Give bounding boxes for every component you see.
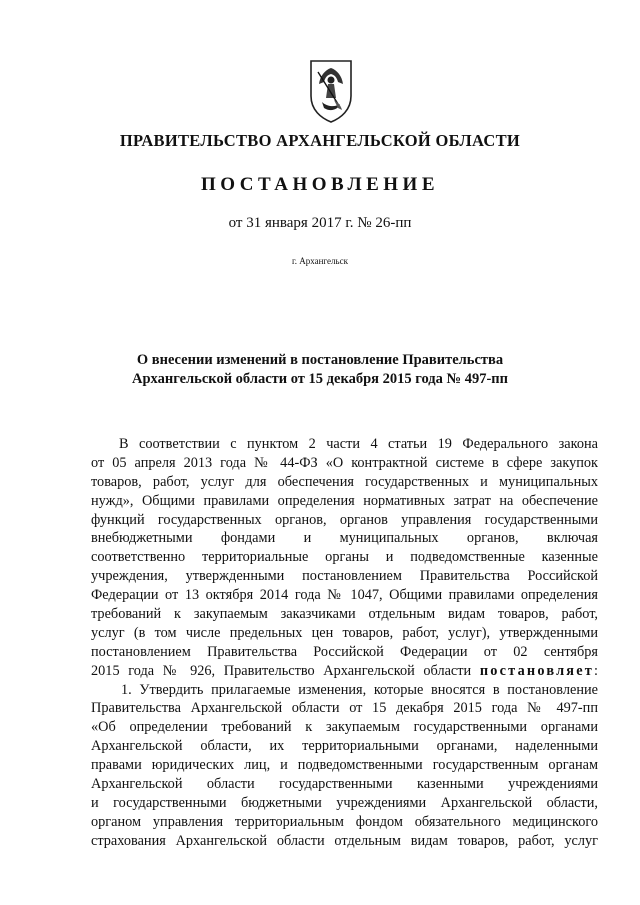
government-title: ПРАВИТЕЛЬСТВО АРХАНГЕЛЬСКОЙ ОБЛАСТИ: [119, 131, 521, 150]
item-line: правами юридических лиц, и подведомственными государственным органам: [91, 757, 598, 774]
item-line: Архангельской области, их территориальными органами, наделенными: [91, 738, 598, 755]
body-line: постановлением Правительства Российской Федерации от 02 сентября: [91, 643, 598, 660]
coat-of-arms-emblem: [308, 58, 354, 124]
body-line: товаров, работ, услуг для обеспечения государственных и муниципальных: [91, 473, 598, 490]
subject-line: О внесении изменений в постановление Правительства: [136, 352, 504, 368]
item-line: Правительства Архангельской области от 15 декабря 2015 года № 497-пп: [91, 700, 598, 717]
document-body: [91, 435, 598, 851]
body-line: учреждения, утвержденными постановлением Правительства Российской: [91, 568, 598, 585]
decree-suffix: :: [594, 662, 598, 679]
item-line: «Об определении требований к закупаемым государственными органами: [91, 719, 598, 736]
body-line: соответственно территориальные органы и подведомственные казенные: [91, 549, 598, 566]
body-line: В соответствии с пунктом 2 части 4 статьи 19 Федерального закона: [119, 436, 598, 452]
body-line: требований к закупаемым заказчиками отдельным видам товаров, работ,: [91, 606, 598, 623]
body-line: Федерации от 13 октября 2014 года № 1047, Общими правилами определения: [91, 587, 598, 604]
document-city: г. Архангельск: [292, 256, 348, 266]
document-subject: [100, 351, 540, 389]
document-date-number: от 31 января 2017 г. № 26-пп: [228, 215, 412, 231]
body-line: нужд», Общими правилами определения нормативных затрат на обеспечение: [91, 492, 598, 509]
item-line: Архангельской области государственными казенными учреждениями: [91, 776, 598, 793]
body-line: внебюджетными фондами и муниципальных органов, включая: [91, 530, 598, 547]
document-type: ПОСТАНОВЛЕНИЕ: [200, 174, 440, 195]
decree-word: постановляет: [479, 662, 595, 679]
body-line: от 05 апреля 2013 года № 44-ФЗ «О контрактной системе в сфере закупок: [91, 454, 598, 471]
body-line: услуг (в том числе предельных цен товаров, работ, услуг), утвержденными: [91, 624, 598, 641]
item-line: и государственными бюджетными учреждениями Архангельской области,: [91, 794, 598, 811]
item-line: органом управления территориальным фондом обязательного медицинского: [91, 813, 598, 830]
item-line: 1. Утвердить прилагаемые изменения, которые вносятся в постановление: [121, 681, 598, 698]
body-line: функций государственных органов, органов управления государственными: [91, 511, 598, 528]
item-line: страхования Архангельской области отдельным видам товаров, работ, услуг: [91, 832, 598, 849]
subject-line: Архангельской области от 15 декабря 2015 года № 497-пп: [132, 371, 508, 387]
body-line-decree: [91, 662, 598, 681]
body-line-text: 2015 года № 926, Правительство Архангельской области: [91, 662, 472, 679]
